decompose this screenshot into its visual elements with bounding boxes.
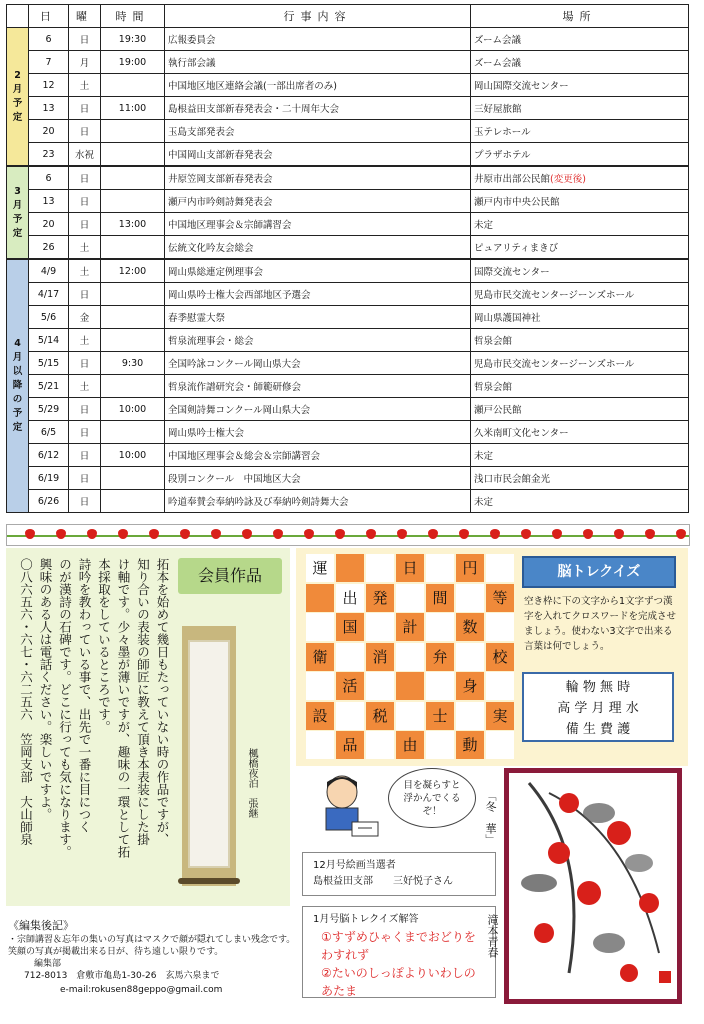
cell-event: 哲泉流作譜研究会・師範研修会 — [165, 375, 471, 398]
crossword-grid — [306, 554, 516, 760]
grid-cell[interactable] — [486, 613, 514, 641]
cell-day: 6 — [29, 166, 69, 190]
strawberry-icon — [676, 529, 686, 539]
table-row — [7, 28, 689, 51]
table-row — [7, 352, 689, 375]
cell-day: 26 — [29, 236, 69, 260]
cell-day: 6 — [29, 28, 69, 51]
month-label: 4月以降の予定 — [7, 259, 29, 513]
strawberry-icon — [149, 529, 159, 539]
strawberry-icon — [180, 529, 190, 539]
cell-event: 全国剣詩舞コンクール岡山県大会 — [165, 398, 471, 421]
grid-cell: 品 — [336, 731, 364, 759]
cell-event: 岡山県吟士権大会 — [165, 421, 471, 444]
cell-time — [101, 306, 165, 329]
table-row — [7, 143, 689, 167]
grid-cell: 由 — [396, 731, 424, 759]
strawberry-icon — [242, 529, 252, 539]
col-place: 場所 — [471, 5, 689, 28]
cell-day: 13 — [29, 97, 69, 120]
strawberry-icon — [335, 529, 345, 539]
grid-cell: 消 — [366, 643, 394, 671]
cell-day: 4/17 — [29, 283, 69, 306]
cell-place: ズーム会議 — [471, 51, 689, 74]
strawberry-icon — [118, 529, 128, 539]
table-row — [7, 467, 689, 490]
grid-cell: 間 — [426, 584, 454, 612]
speech-bubble: 目を凝らすと浮かんでくるぞ！ — [388, 768, 476, 828]
grid-cell: 衛 — [306, 643, 334, 671]
cell-time — [101, 166, 165, 190]
works-title: 会員作品 — [178, 558, 282, 594]
grid-cell: 身 — [456, 672, 484, 700]
cell-time: 9:30 — [101, 352, 165, 375]
grid-cell: 等 — [486, 584, 514, 612]
cell-place: 瀬戸内市中央公民館 — [471, 190, 689, 213]
cell-event: 哲泉流理事会・総会 — [165, 329, 471, 352]
cell-weekday: 日 — [69, 490, 101, 513]
strawberry-icon — [552, 529, 562, 539]
cell-event: 岡山県総連定例理事会 — [165, 259, 471, 283]
works-text — [12, 558, 172, 896]
strawberry-icon — [211, 529, 221, 539]
grid-cell: 活 — [336, 672, 364, 700]
cell-place: 井原市出部公民館(変更後) — [471, 166, 689, 190]
strawberry-icon — [366, 529, 376, 539]
grid-cell: 校 — [486, 643, 514, 671]
grid-cell[interactable] — [306, 613, 334, 641]
cell-day: 5/15 — [29, 352, 69, 375]
camellia-painting — [504, 768, 682, 1004]
cell-place: 久米南町文化センター — [471, 421, 689, 444]
strawberry-icon — [428, 529, 438, 539]
cell-event: 瀬戸内市吟剣詩舞発表会 — [165, 190, 471, 213]
strawberry-icon — [521, 529, 531, 539]
grid-cell: 設 — [306, 702, 334, 730]
table-row — [7, 283, 689, 306]
grid-cell: 日 — [396, 554, 424, 582]
painting-title: 「冬 華」 — [484, 790, 497, 845]
cell-time — [101, 143, 165, 167]
table-row — [7, 490, 689, 513]
cell-place: 児島市民交流センタージーンズホール — [471, 352, 689, 375]
grid-cell: 運 — [306, 554, 334, 582]
cell-weekday: 水祝 — [69, 143, 101, 167]
cell-event: 段別コンクール 中国地区大会 — [165, 467, 471, 490]
winner-box: 12月号絵画当選者 島根益田支部 三好悦子さん — [302, 852, 496, 896]
cell-day: 20 — [29, 213, 69, 236]
col-event: 行事内容 — [165, 5, 471, 28]
table-header — [7, 5, 689, 28]
cell-event: 井原笠岡支部新春発表会 — [165, 166, 471, 190]
cell-event: 中国地区地区連絡会議(一部出席者のみ) — [165, 74, 471, 97]
table-row — [7, 236, 689, 260]
grid-cell[interactable] — [456, 643, 484, 671]
cell-day: 5/29 — [29, 398, 69, 421]
grid-cell: 計 — [396, 613, 424, 641]
col-day: 日 — [29, 5, 69, 28]
table-row — [7, 259, 689, 283]
works-line: 知り合いの表装の師匠に教えて頂き本表装にした掛 — [135, 558, 151, 846]
cell-weekday: 日 — [69, 283, 101, 306]
strawberry-icon — [645, 529, 655, 539]
works-line: のが漢詩の石碑です。どこに行っても気になります。 — [57, 558, 73, 858]
grid-cell[interactable] — [366, 554, 394, 582]
cell-time: 10:00 — [101, 444, 165, 467]
cell-time — [101, 236, 165, 260]
grid-cell[interactable] — [426, 731, 454, 759]
cell-day: 6/26 — [29, 490, 69, 513]
cell-weekday: 土 — [69, 236, 101, 260]
cell-time — [101, 467, 165, 490]
table-row — [7, 421, 689, 444]
table-row — [7, 97, 689, 120]
cell-place: 哲泉会館 — [471, 375, 689, 398]
cell-place: ズーム会議 — [471, 28, 689, 51]
grid-cell[interactable] — [396, 702, 424, 730]
works-line: 拓本を始めて幾日もたっていない時の作品ですが、 — [155, 558, 170, 846]
cell-place: 瀬戸公民館 — [471, 398, 689, 421]
grid-cell[interactable] — [426, 672, 454, 700]
cell-weekday: 土 — [69, 74, 101, 97]
cell-time: 12:00 — [101, 259, 165, 283]
cell-day: 4/9 — [29, 259, 69, 283]
cell-weekday: 土 — [69, 329, 101, 352]
grid-cell: 発 — [366, 584, 394, 612]
cell-event: 中国岡山支部新春発表会 — [165, 143, 471, 167]
grid-cell: 士 — [426, 702, 454, 730]
cell-weekday: 日 — [69, 421, 101, 444]
cell-place: 玉テレホール — [471, 120, 689, 143]
cell-time — [101, 375, 165, 398]
cell-time: 10:00 — [101, 398, 165, 421]
works-line: 本採取をしているところです。 — [96, 558, 112, 733]
cell-place: 児島市民交流センタージーンズホール — [471, 283, 689, 306]
table-row — [7, 74, 689, 97]
grid-cell[interactable] — [426, 613, 454, 641]
grid-cell[interactable] — [336, 554, 364, 582]
cell-event: 執行部会議 — [165, 51, 471, 74]
cell-place: 岡山県護国神社 — [471, 306, 689, 329]
cell-day: 6/5 — [29, 421, 69, 444]
grid-cell[interactable] — [456, 584, 484, 612]
grid-cell[interactable] — [396, 672, 424, 700]
cell-day: 6/19 — [29, 467, 69, 490]
editor-notes: 《編集後記》 ・宗師講習＆忘年の集いの写真はマスクで顔が隠れてしまい残念です。笑顔の写真が掲載出来る日が、待ち遠しい限りです。 編集部 712-8013 倉敷市亀島1-30-26 玄馬六泉まで e-mail:rokusen88geppo@gmail.com — [8, 919, 296, 995]
grid-cell[interactable] — [336, 702, 364, 730]
cell-event: 伝統文化吟友会総会 — [165, 236, 471, 260]
strawberry-icon — [614, 529, 624, 539]
grid-cell: 実 — [486, 702, 514, 730]
thinking-person-illustration — [312, 770, 382, 840]
cell-time — [101, 190, 165, 213]
cell-day: 20 — [29, 120, 69, 143]
grid-cell[interactable] — [336, 643, 364, 671]
cell-day: 23 — [29, 143, 69, 167]
cell-day: 6/12 — [29, 444, 69, 467]
grid-cell[interactable] — [486, 672, 514, 700]
cell-day: 5/6 — [29, 306, 69, 329]
cell-weekday: 日 — [69, 190, 101, 213]
cell-weekday: 金 — [69, 306, 101, 329]
grid-cell[interactable] — [396, 584, 424, 612]
cell-day: 13 — [29, 190, 69, 213]
cell-time — [101, 329, 165, 352]
quiz-title: 脳トレクイズ — [522, 556, 676, 588]
cell-event: 岡山県吟士権大会西部地区予選会 — [165, 283, 471, 306]
grid-cell[interactable] — [366, 672, 394, 700]
table-row — [7, 213, 689, 236]
cell-time: 11:00 — [101, 97, 165, 120]
grid-cell: 国 — [336, 613, 364, 641]
cell-weekday: 日 — [69, 398, 101, 421]
cell-time — [101, 74, 165, 97]
cell-time — [101, 283, 165, 306]
strawberry-icon — [273, 529, 283, 539]
cell-time — [101, 120, 165, 143]
cell-weekday: 日 — [69, 213, 101, 236]
table-row — [7, 375, 689, 398]
cell-place: 国際交流センター — [471, 259, 689, 283]
cell-weekday: 日 — [69, 97, 101, 120]
cell-place: 哲泉会館 — [471, 329, 689, 352]
cell-time — [101, 421, 165, 444]
grid-cell[interactable] — [306, 731, 334, 759]
col-weekday: 曜 — [69, 5, 101, 28]
strawberry-icon — [56, 529, 66, 539]
strawberry-divider — [6, 524, 690, 546]
cell-event: 島根益田支部新春発表会・二十周年大会 — [165, 97, 471, 120]
strawberry-icon — [25, 529, 35, 539]
cell-event: 吟道奉賛会奉納吟詠及び奉納吟剣詩舞大会 — [165, 490, 471, 513]
cell-place: プラザホテル — [471, 143, 689, 167]
cell-event: 全国吟詠コンクール岡山県大会 — [165, 352, 471, 375]
cell-event: 玉島支部発表会 — [165, 120, 471, 143]
grid-cell: 数 — [456, 613, 484, 641]
grid-cell[interactable] — [486, 554, 514, 582]
cell-weekday: 土 — [69, 259, 101, 283]
cell-place: 岡山国際交流センター — [471, 74, 689, 97]
strawberry-icon — [490, 529, 500, 539]
table-row — [7, 190, 689, 213]
grid-cell: 弁 — [426, 643, 454, 671]
cell-day: 12 — [29, 74, 69, 97]
cell-weekday: 日 — [69, 28, 101, 51]
cell-time: 13:00 — [101, 213, 165, 236]
cell-event: 中国地区理事会＆宗師講習会 — [165, 213, 471, 236]
cell-place: 未定 — [471, 444, 689, 467]
cell-place: 浅口市民会館金光 — [471, 467, 689, 490]
grid-cell[interactable] — [366, 731, 394, 759]
grid-cell[interactable] — [306, 584, 334, 612]
cell-place: ピュアリティまきび — [471, 236, 689, 260]
grid-cell[interactable] — [396, 643, 424, 671]
cell-weekday: 日 — [69, 467, 101, 490]
works-line: 〇八六五六・六七・六二五六 笠岡支部 大山師泉 — [18, 558, 34, 846]
table-row — [7, 444, 689, 467]
cell-place: 未定 — [471, 490, 689, 513]
table-row — [7, 166, 689, 190]
cell-time — [101, 490, 165, 513]
grid-cell: 動 — [456, 731, 484, 759]
cell-weekday: 日 — [69, 352, 101, 375]
grid-cell[interactable] — [486, 731, 514, 759]
cell-event: 春季慰霊大祭 — [165, 306, 471, 329]
scroll-image — [182, 626, 236, 886]
works-line: 詩吟を教わっている事で、出先で一番に目につく — [77, 558, 92, 833]
cell-weekday: 日 — [69, 166, 101, 190]
brain-quiz-panel — [296, 548, 688, 766]
cell-place: 三好屋旅館 — [471, 97, 689, 120]
quiz-choices: 輪 物 無 時 高 学 月 理 水 備 生 費 護 — [522, 672, 674, 742]
cell-event: 中国地区理事会＆総会＆宗師講習会 — [165, 444, 471, 467]
works-line: 興味のある人は電話ください。楽しいですよ。 — [38, 558, 53, 821]
strawberry-icon — [87, 529, 97, 539]
cell-weekday: 日 — [69, 444, 101, 467]
grid-cell: 税 — [366, 702, 394, 730]
cell-day: 7 — [29, 51, 69, 74]
cell-weekday: 土 — [69, 375, 101, 398]
cell-event: 広報委員会 — [165, 28, 471, 51]
col-time: 時間 — [101, 5, 165, 28]
cell-time: 19:00 — [101, 51, 165, 74]
cell-weekday: 日 — [69, 120, 101, 143]
cell-place: 未定 — [471, 213, 689, 236]
grid-cell[interactable] — [426, 554, 454, 582]
quiz-description: 空き枠に下の文字から1文字ずつ漢字を入れてクロスワードを完成させましょう。使わない3文字で出来る言葉は何でしょう。 — [524, 596, 677, 652]
strawberry-icon — [583, 529, 593, 539]
strawberry-icon — [304, 529, 314, 539]
scroll-caption: 楓橋夜泊 張継 — [246, 748, 257, 818]
painting-artist: 滝本青春 — [486, 914, 499, 958]
grid-cell: 円 — [456, 554, 484, 582]
changed-note: (変更後) — [550, 174, 586, 185]
grid-cell[interactable] — [456, 702, 484, 730]
cell-day: 5/21 — [29, 375, 69, 398]
cell-time: 19:30 — [101, 28, 165, 51]
month-label: 3月予定 — [7, 166, 29, 259]
grid-cell[interactable] — [366, 613, 394, 641]
cell-weekday: 月 — [69, 51, 101, 74]
table-row — [7, 398, 689, 421]
grid-cell: 出 — [336, 584, 364, 612]
schedule-table — [6, 4, 689, 513]
strawberry-icon — [397, 529, 407, 539]
quiz-answer-box: 1月号脳トレクイズ解答 ①すずめひゃくまでおどりをわすれず ②たいのしっぽよりいわしのあたま — [302, 906, 496, 998]
table-row — [7, 329, 689, 352]
strawberry-icon — [459, 529, 469, 539]
table-row — [7, 306, 689, 329]
month-label: 2月予定 — [7, 28, 29, 167]
table-row — [7, 120, 689, 143]
grid-cell[interactable] — [306, 672, 334, 700]
cell-day: 5/14 — [29, 329, 69, 352]
works-line: け軸です。少々墨が薄いですが、趣味の一環として拓 — [116, 558, 131, 858]
member-works-panel — [6, 548, 290, 906]
table-row — [7, 51, 689, 74]
